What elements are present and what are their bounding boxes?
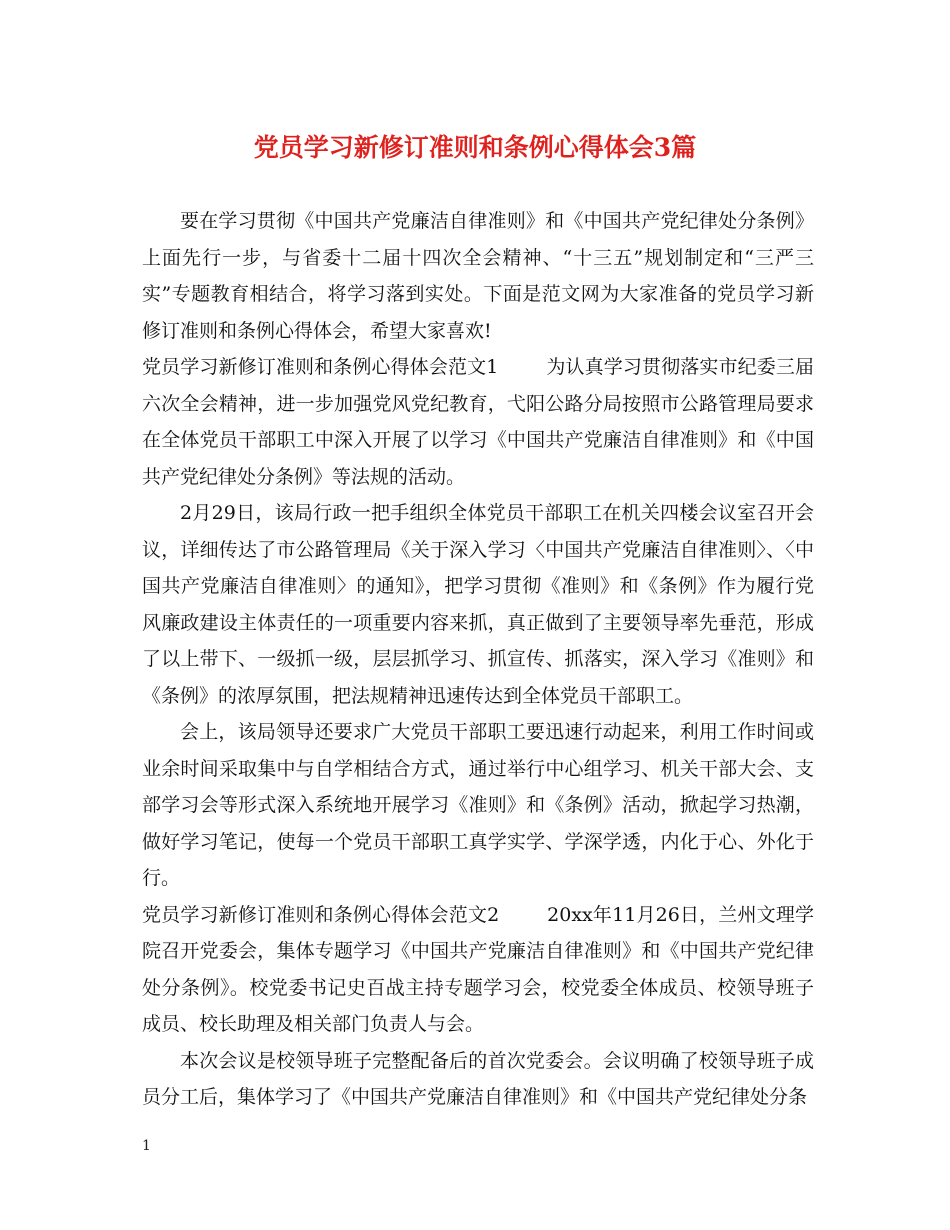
page-number: 1: [142, 1138, 151, 1154]
section-heading-2: 党员学习新修订准则和条例心得体会范文2: [142, 903, 500, 926]
paragraph-requirements: 会上，该局领导还要求广大党员干部职工要迅速行动起来，利用工作时间或业余时间采取集中与自学相结合方式，通过举行中心组学习、机关干部大会、支部学习会等形式深入系统地开展学习《准则》和《条例》活动，掀起学习热潮，做好学习笔记，使每一个党员干部职工真学实学、学深学透，内化于心、外化于行。: [142, 721, 814, 889]
paragraph-intro: 要在学习贯彻《中国共产党廉洁自律准则》和《中国共产党纪律处分条例》上面先行一步，与省委十二届十四次全会精神、“十三五”规划制定和“三严三实”专题教育相结合，将学习落到实处。下面是范文网为大家准备的党员学习新修订准则和条例心得体会，希望大家喜欢!: [142, 210, 814, 342]
section-heading-1: 党员学习新修订准则和条例心得体会范文1: [142, 356, 499, 378]
paragraph-meeting: 2月29日，该局行政一把手组织全体党员干部职工在机关四楼会议室召开会议，详细传达了市公路管理局《关于深入学习〈中国共产党廉洁自律准则〉、〈中国共产党廉洁自律准则〉的通知》，把学习贯彻《准则》和《条例》作为履行党风廉政建设主体责任的一项重要内容来抓，真正做到了主要领导率先垂范，形成了以上带下、一级抓一级，层层抓学习、抓宣传、抓落实，深入学习《准则》和《条例》的浓厚氛围，把法规精神迅速传达到全体党员干部职工。: [142, 502, 814, 707]
paragraph-section-2: [142, 897, 814, 1043]
section-text-2: 20xx年11月26日，兰州文理学院召开党委会，集体专题学习《中国共产党廉洁自律准则》和《中国共产党纪律处分条例》。校党委书记史百战主持专题学习会，校党委全体成员、校领导班子成员、校长助理及相关部门负责人与会。: [142, 903, 814, 1035]
paragraph-committee: 本次会议是校领导班子完整配备后的首次党委会。会议明确了校领导班子成员分工后，集体学习了《中国共产党廉洁自律准则》和《中国共产党纪律处分条: [142, 1049, 814, 1108]
document-title: 党员学习新修订准则和条例心得体会3篇: [253, 133, 697, 162]
document-body: [142, 203, 814, 1116]
paragraph-section-1: [142, 349, 814, 495]
section-text-1: 为认真学习贯彻落实市纪委三届六次全会精神，进一步加强党风党纪教育，弋阳公路分局按照市公路管理局要求在全体党员干部职工中深入开展了以学习《中国共产党廉洁自律准则》和《中国共产党纪律处分条例》等法规的活动。: [142, 356, 814, 488]
